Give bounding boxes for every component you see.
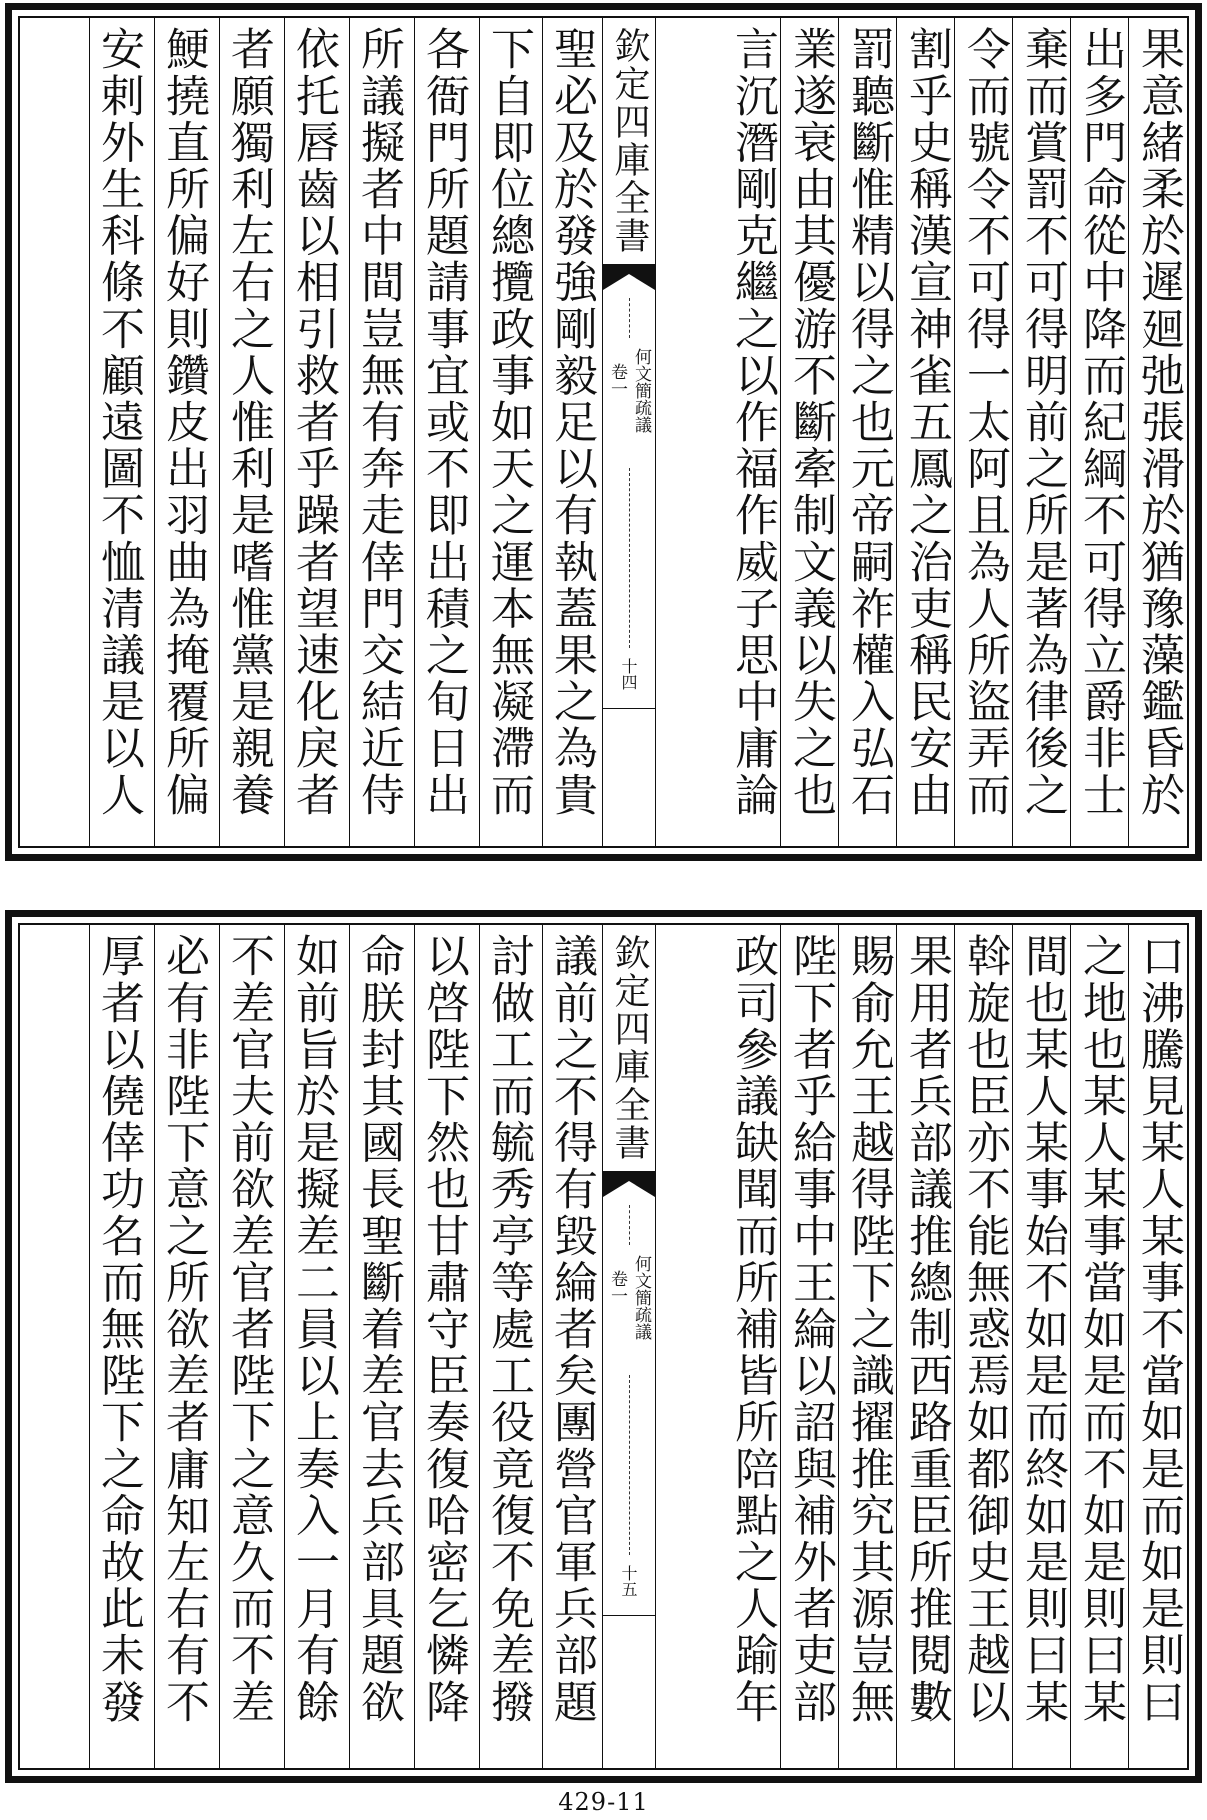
text-column: 下自即位總攬政事如天之運本無凝滯而 <box>483 26 534 819</box>
spine-dash <box>629 1205 630 1245</box>
text-column: 出多門命從中降而紀綱不可得立爵非士 <box>1075 26 1126 819</box>
column-rule <box>154 925 155 1768</box>
text-column: 厚者以僥倖功名而無陛下之命故此未發 <box>93 933 144 1726</box>
text-column: 命朕封其國長聖斷着差官去兵部具題欲 <box>353 933 404 1726</box>
text-column: 業遂衰由其優游不斷牽制文義以失之也 <box>785 26 836 819</box>
text-column: 果意緒柔於遲廻弛張滑於猶豫藻鑑昏於 <box>1133 26 1184 819</box>
spine-work-title: 何文簡疏議 <box>631 348 651 433</box>
spine-folio: 十五 <box>619 1565 638 1597</box>
spine-dash <box>629 298 630 338</box>
column-rule <box>154 18 155 846</box>
text-column: 言沉潛剛克繼之以作福作威子思中庸論 <box>727 26 778 819</box>
text-column: 不差官夫前欲差官者陛下之意久而不差 <box>223 933 274 1726</box>
text-column: 陛下者乎給事中王綸以詔與補外者吏部 <box>785 933 836 1726</box>
text-column: 各衙門所題請事宜或不即出積之旬日出 <box>418 26 469 819</box>
spine-title: 欽定四庫全書 <box>609 934 650 1162</box>
column-rule <box>284 18 285 846</box>
text-column: 以啓陛下然也甘肅守臣奏復哈密乞憐降 <box>418 933 469 1726</box>
column-rule <box>89 925 90 1768</box>
spine-juan: 卷一 <box>607 363 627 397</box>
column-rule <box>349 925 350 1768</box>
bottom-page <box>5 910 1202 1783</box>
spine-title: 欽定四庫全書 <box>609 27 650 255</box>
fishtail-mark <box>603 1171 655 1197</box>
top-page <box>5 3 1202 861</box>
spine-rule <box>603 1615 655 1616</box>
page-number: 429-11 <box>558 1788 649 1816</box>
column-rule <box>219 18 220 846</box>
text-column: 割乎史稱漢宣神雀五鳳之治吏稱民安由 <box>901 26 952 819</box>
spine-dash <box>629 468 630 648</box>
text-column: 之地也某人某事當如是而不如是則曰某 <box>1075 933 1126 1726</box>
text-column: 賜俞允王越得陛下之識擢推究其源豈無 <box>843 933 894 1726</box>
text-column: 口沸騰見某人某事不當如是而如是則曰 <box>1133 933 1184 1726</box>
text-column: 議前之不得有毀綸者矣團營官軍兵部題 <box>546 933 597 1726</box>
fishtail-mark <box>603 264 655 290</box>
column-rule <box>479 18 480 846</box>
text-column: 令而號令不可得一太阿且為人所盜弄而 <box>959 26 1010 819</box>
text-column: 鯁撓直所偏好則鑽皮出羽曲為掩覆所偏 <box>158 26 209 819</box>
column-rule <box>284 925 285 1768</box>
spine-juan: 卷一 <box>607 1270 627 1304</box>
text-column: 斡旋也臣亦不能無惑焉如都御史王越以 <box>959 933 1010 1726</box>
text-column: 依托唇齒以相引救者乎躁者望速化戾者 <box>288 26 339 819</box>
column-rule <box>542 925 543 1768</box>
text-column: 所議擬者中間豈無有奔走倖門交結近侍 <box>353 26 404 819</box>
spine-folio: 十四 <box>619 658 638 690</box>
text-column: 安剌外生科條不顧遠圖不恤清議是以人 <box>93 26 144 819</box>
column-rule <box>89 18 90 846</box>
text-column: 必有非陛下意之所欲差者庸知左右有不 <box>158 933 209 1726</box>
top-page-frame <box>18 16 1189 848</box>
spine-dash <box>629 1375 630 1555</box>
spine-work-title: 何文簡疏議 <box>631 1255 651 1340</box>
column-rule <box>219 925 220 1768</box>
text-column: 果用者兵部議推總制西路重臣所推閱數 <box>901 933 952 1726</box>
column-rule <box>414 925 415 1768</box>
text-column: 政司參議缺聞而所補皆所陪點之人踰年 <box>727 933 778 1726</box>
column-rule <box>479 925 480 1768</box>
text-column: 討做工而毓秀亭等處工役竟復不免差撥 <box>483 933 534 1726</box>
text-column: 間也某人某事始不如是而終如是則曰某 <box>1017 933 1068 1726</box>
text-column: 棄而賞罰不可得明前之所是著為律後之 <box>1017 26 1068 819</box>
center-spine <box>602 925 656 1768</box>
spine-rule <box>603 708 655 709</box>
center-spine <box>602 18 656 846</box>
column-rule <box>542 18 543 846</box>
text-column: 聖必及於發強剛毅足以有執蓋果之為貴 <box>546 26 597 819</box>
text-column: 罰聽斷惟精以得之也元帝嗣祚權入弘石 <box>843 26 894 819</box>
column-rule <box>414 18 415 846</box>
column-rule <box>349 18 350 846</box>
bottom-page-frame <box>18 923 1189 1770</box>
text-column: 如前旨於是擬差二員以上奏入一月有餘 <box>288 933 339 1726</box>
text-column: 者願獨利左右之人惟利是嗜惟黨是親養 <box>223 26 274 819</box>
